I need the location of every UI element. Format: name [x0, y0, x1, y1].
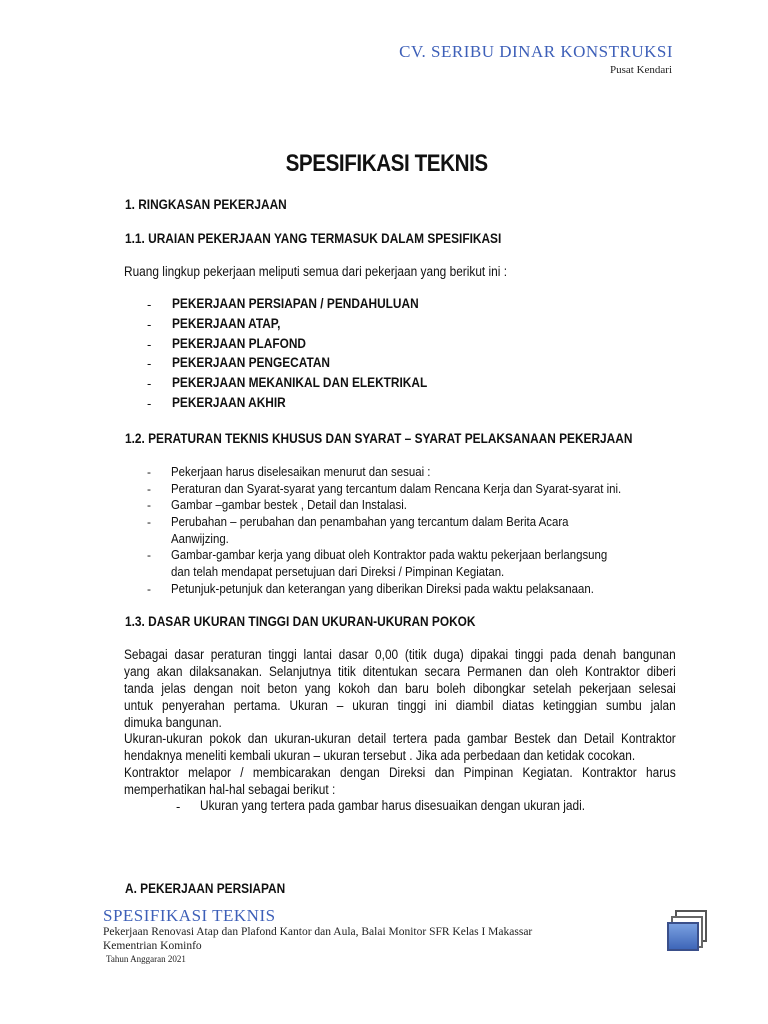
list-item: PEKERJAAN PERSIAPAN / PENDAHULUAN	[172, 296, 419, 311]
list-bullet: -	[147, 396, 152, 411]
list-item: PEKERJAAN AKHIR	[172, 395, 286, 410]
section-1-heading: 1. RINGKASAN PEKERJAAN	[125, 197, 287, 212]
company-name: CV. SERIBU DINAR KONSTRUKSI	[399, 42, 673, 61]
list-bullet: -	[147, 582, 151, 596]
list-bullet: -	[147, 337, 152, 352]
company-location: Pusat Kendari	[609, 64, 672, 76]
list-bullet: -	[147, 548, 151, 562]
list-item: Peraturan dan Syarat-syarat yang tercantum dalam Rencana Kerja dan Syarat-syarat ini.	[171, 481, 622, 496]
list-item-continuation: dan telah mendapat persetujuan dari Direksi / Pimpinan Kegiatan.	[171, 564, 505, 579]
list-item: PEKERJAAN MEKANIKAL DAN ELEKTRIKAL	[172, 375, 428, 390]
paragraph-line: hendaknya meneliti kembali ukuran – ukuran tersebut . Jika ada perbedaan dan ketidak cocokan.	[124, 748, 636, 763]
list-bullet: -	[147, 498, 151, 512]
paragraph-line: Ukuran-ukuran pokok dan ukuran-ukuran detail tertera pada gambar Bestek dan Detail Kontraktor	[124, 731, 676, 746]
paragraph-line: yang akan dilaksanakan. Selanjutnya titik ditentukan secara Permanen dan oleh Kontraktor diberi	[124, 664, 676, 679]
list-bullet: -	[147, 317, 152, 332]
section-1-1-heading: 1.1. URAIAN PEKERJAAN YANG TERMASUK DALAM SPESIFIKASI	[125, 231, 502, 246]
list-bullet: -	[147, 356, 152, 371]
paragraph-line: tanda jelas dengan noit beton yang kokoh dan baru boleh dibongkar setelah pekerjaan selesai	[124, 681, 676, 696]
list-bullet: -	[147, 297, 152, 312]
list-item: Petunjuk-petunjuk dan keterangan yang diberikan Direksi pada waktu pelaksanaan.	[171, 581, 594, 596]
list-item: PEKERJAAN PLAFOND	[172, 336, 306, 351]
paragraph-line: untuk penyerahan pertama. Ukuran – ukuran tinggi ini diambil diatas ketinggian sumbu jalan	[124, 698, 676, 713]
list-item: Ukuran yang tertera pada gambar harus disesuaikan dengan ukuran jadi.	[200, 798, 586, 813]
footer-title: SPESIFIKASI TEKNIS	[103, 906, 276, 925]
paragraph-line: Sebagai dasar peraturan tinggi lantai dasar 0,00 (titik duga) dipakai tinggi pada denah bangunan	[124, 647, 676, 662]
list-item: Gambar-gambar kerja yang dibuat oleh Kontraktor pada waktu pekerjaan berlangsung	[171, 547, 608, 562]
list-bullet: -	[147, 465, 151, 479]
list-item: Pekerjaan harus diselesaikan menurut dan sesuai :	[171, 464, 431, 479]
list-bullet: -	[176, 799, 181, 814]
list-item: PEKERJAAN PENGECATAN	[172, 355, 330, 370]
paragraph-line: Kontraktor melapor / membicarakan dengan Direksi dan Pimpinan Kegiatan. Kontraktor harus	[124, 765, 676, 780]
footer-year: Tahun Anggaran 2021	[106, 954, 186, 964]
paragraph-line: memperhatikan hal-hal sebagai berikut :	[124, 782, 336, 797]
section-1-3-heading: 1.3. DASAR UKURAN TINGGI DAN UKURAN-UKURAN POKOK	[125, 614, 476, 629]
list-item: Perubahan – perubahan dan penambahan yang tercantum dalam Berita Acara	[171, 514, 569, 529]
list-item-continuation: Aanwijzing.	[171, 531, 229, 546]
paragraph-line: dimuka bangunan.	[124, 715, 222, 730]
footer-agency: Kementrian Kominfo	[103, 940, 202, 952]
list-bullet: -	[147, 515, 151, 529]
document-title: SPESIFIKASI TEKNIS	[285, 150, 488, 177]
section-1-2-heading: 1.2. PERATURAN TEKNIS KHUSUS DAN SYARAT – SYARAT PELAKSANAAN PEKERJAAN	[125, 431, 633, 446]
list-item: PEKERJAAN ATAP,	[172, 316, 281, 331]
footer-project: Pekerjaan Renovasi Atap dan Plafond Kantor dan Aula, Balai Monitor SFR Kelas I Makassar	[103, 926, 533, 938]
list-bullet: -	[147, 482, 151, 496]
section-1-1-intro: Ruang lingkup pekerjaan meliputi semua dari pekerjaan yang berikut ini :	[124, 264, 508, 279]
list-bullet: -	[147, 376, 152, 391]
section-a-heading: A. PEKERJAAN PERSIAPAN	[125, 881, 286, 896]
list-item: Gambar –gambar bestek , Detail dan Instalasi.	[171, 497, 407, 512]
